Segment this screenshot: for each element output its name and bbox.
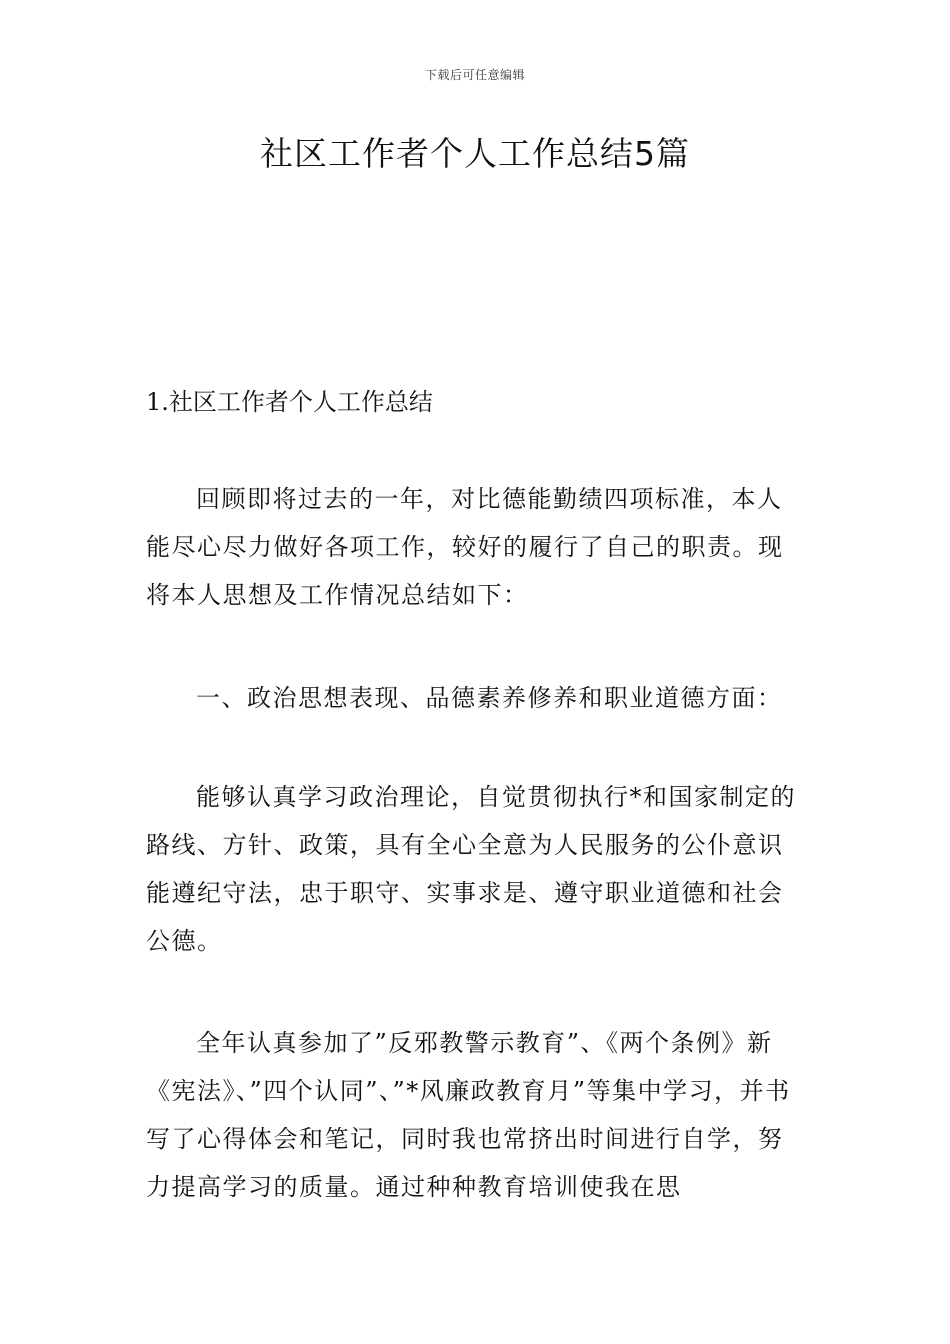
paragraph-intro: 回顾即将过去的一年，对比德能勤绩四项标准，本人能尽心尽力做好各项工作，较好的履行了自己的职责。现将本人思想及工作情况总结如下： [146, 485, 784, 609]
paragraph-subheading: 一、政治思想表现、品德素养修养和职业道德方面： [196, 684, 783, 712]
header-note: 下载后可任意编辑 [424, 68, 525, 82]
paragraph-political-study: 能够认真学习政治理论，自觉贯彻执行*和国家制定的路线、方针、政策，具有全心全意为人民服务的公仆意识能遵纪守法，忠于职守、实事求是、遵守职业道德和社会公德。 [146, 783, 796, 955]
document-title: 社区工作者个人工作总结5篇 [260, 134, 690, 173]
paragraph-training: 全年认真参加了”反邪教警示教育”、《两个条例》新《宪法》、”四个认同”、”*风廉政教育月”等集中学习，并书写了心得体会和笔记，同时我也常挤出时间进行自学，努力提高学习的质量。通过种种教育培训使我在思 [146, 1029, 791, 1201]
section-heading: 1.社区工作者个人工作总结 [146, 388, 433, 416]
